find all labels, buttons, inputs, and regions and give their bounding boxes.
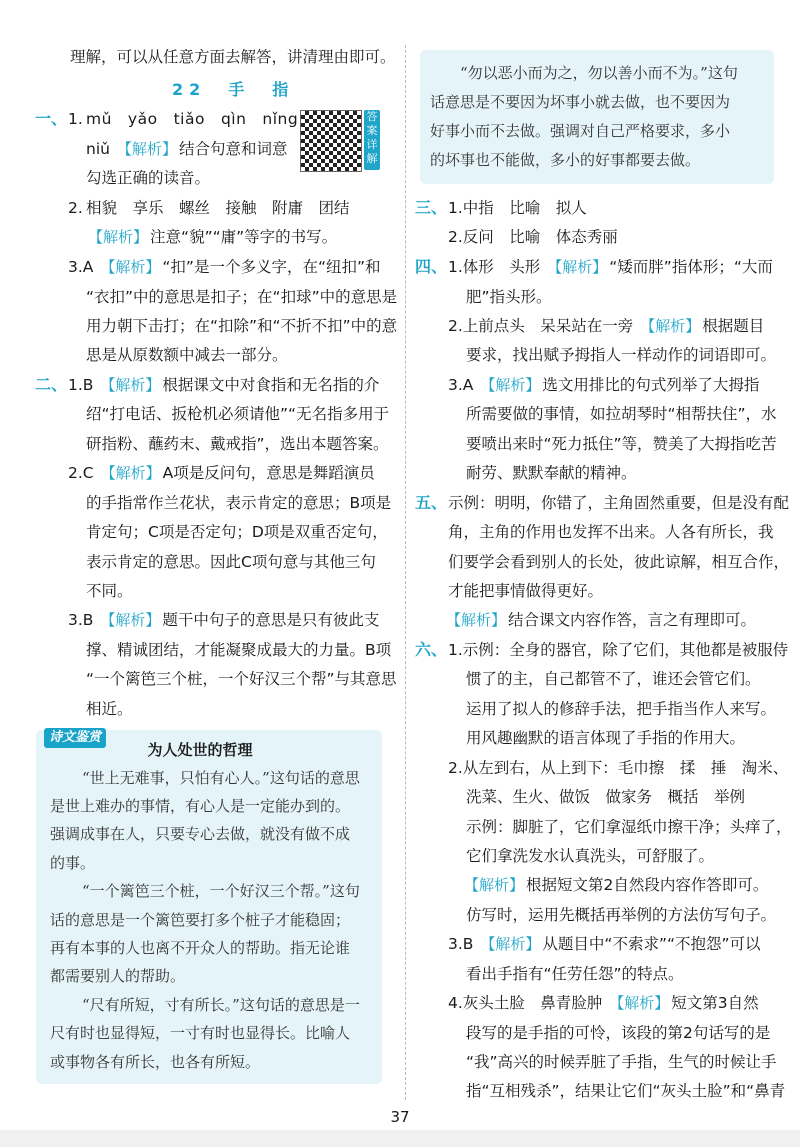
s1-q1-pinyin: mǔ yǎo tiǎo qìn nǐng — [86, 110, 299, 128]
s6-q2-line6: 仿写时，运用先概括再举例的方法仿写句子。 — [466, 906, 777, 924]
appreciation-line-1: “世上无难事，只怕有心人。”这句话的意思 — [82, 769, 360, 787]
appreciation-line-10: 尺有时也显得短，一寸有时也显得长。比喻人 — [50, 1024, 351, 1042]
s4-q1-line2: 肥”指头形。 — [466, 288, 552, 306]
s1-q2-note-line — [86, 226, 337, 248]
s6-q1-line1: 1.示例：全身的器官，除了它们，其他都是被服侍 — [448, 641, 789, 659]
appreciation-badge: 诗文鉴赏 — [44, 728, 106, 748]
s5-line3: 们要学会看到别人的长处，彼此谅解，相互合作， — [448, 553, 790, 571]
lesson-title: 22 手 指 — [172, 80, 295, 99]
appreciation-line-4: 的事。 — [50, 854, 96, 872]
quote-line-4: 的坏事也不能做，多小的好事都要去做。 — [430, 151, 701, 169]
section-1-mark: 一、 — [35, 109, 68, 128]
quote-line-2: 话意思是不要因为坏事小就去做，也不要因为 — [430, 93, 731, 111]
section-4-mark: 四、 — [415, 257, 448, 276]
appreciation-line-11: 或事物各有所长，也各有所短。 — [50, 1053, 261, 1071]
s6-q2-line4: 它们拿洗发水认真洗头，可舒服了。 — [466, 847, 715, 865]
analysis-tag: 【 解析 】 — [444, 610, 508, 630]
s1-q3-answer: A — [82, 258, 94, 276]
quote-line-3: 好事小而不去做。强调对自己严格要求，多小 — [430, 122, 731, 140]
left-top-line: 理解，可以从任意方面去解答，讲清理由即可。 — [70, 48, 396, 66]
s2-q1-line3: 研指粉、蘸药末、戴戒指”，选出本题答案。 — [86, 435, 389, 453]
s4-q1-note: “矮而胖”指体形；“大而 — [609, 258, 773, 276]
section-6-mark: 六、 — [415, 640, 448, 659]
s4-q3-line3: 要喷出来时“死力抵住”等，赞美了大拇指吃苦 — [466, 435, 777, 453]
analysis-tag: 【 解析 】 — [98, 610, 162, 630]
s1-q2-note: 注意“貌”“庸”等字的书写。 — [150, 228, 338, 246]
s2-q1-text-1: 根据课文中对食指和无名指的介 — [162, 376, 380, 394]
s1-q3-line4: 思是从原数额中减去一部分。 — [86, 346, 288, 364]
s5-note-line — [444, 609, 756, 631]
s2-q2-answer: C — [82, 464, 94, 482]
appreciation-line-3: 强调成事在人，只要专心去做，就没有做不成 — [50, 825, 351, 843]
appreciation-line-9: “尺有所短，寸有所长。”这句话的意思是一 — [82, 996, 360, 1014]
analysis-tag: 【 解析 】 — [478, 375, 542, 395]
appreciation-line-5: “一个篱笆三个桩，一个好汉三个帮。”这句 — [82, 882, 360, 900]
analysis-tag: 【 解析 】 — [545, 257, 609, 277]
qr-code-icon[interactable] — [300, 110, 362, 172]
s6-q2-note: 根据短文第2自然段内容作答即可。 — [526, 876, 769, 894]
s2-q2-num: 2. — [68, 464, 83, 482]
s6-q4-line4: 指“互相残杀”，结果让它们“灰头土脸”和“鼻青 — [466, 1082, 786, 1100]
s2-q2-line1 — [68, 462, 375, 484]
s2-q2-line4: 表示肯定的意思。因此C项句意与其他三句 — [86, 553, 376, 571]
s4-q3-line2: 所需要做的事情，如拉胡琴时“相帮扶住”，水 — [466, 405, 777, 423]
analysis-tag: 【 解析 】 — [478, 934, 542, 954]
s2-q2-line3: 肯定句；C项是否定句；D项是双重否定句， — [86, 523, 388, 541]
s6-q1-line2: 惯了的主，自己都管不了，谁还会管它们。 — [466, 670, 761, 688]
s2-q1-line1 — [68, 374, 379, 396]
s5-line2: 角，主角的作用也发挥不出来。人各有所长，我 — [448, 523, 774, 541]
s2-q3-line2: 撑、精诚团结，才能凝聚成最大的力量。B项 — [86, 641, 392, 659]
s4-q2-answer: 2.上前点头 呆呆站在一旁 — [448, 317, 634, 335]
s2-q3-num: 3. — [68, 611, 83, 629]
s6-q4-line2: 段写的是手指的可怜，该段的第2句话写的是 — [466, 1024, 771, 1042]
analysis-tag: 【 解析 】 — [98, 375, 162, 395]
s4-q3-num: 3. — [448, 376, 463, 394]
analysis-tag: 【 解析 】 — [638, 316, 702, 336]
page-number: 37 — [390, 1108, 410, 1126]
s5-note: 结合课文内容作答，言之有理即可。 — [508, 611, 757, 629]
s4-q1-answer: 1.体形 头形 — [448, 258, 541, 276]
analysis-tag: 【 解析 】 — [462, 875, 526, 895]
s2-q3-answer: B — [82, 611, 94, 629]
s6-q3-line1 — [448, 933, 761, 955]
quote-line-1: “勿以恶小而为之，勿以善小而不为。”这句 — [460, 64, 738, 82]
s4-q2-note: 根据题目 — [702, 317, 765, 335]
s6-q3-num: 3. — [448, 935, 463, 953]
appreciation-line-8: 都需要别人的帮助。 — [50, 967, 186, 985]
s4-q3-answer: A — [462, 376, 474, 394]
s1-q1-pinyin-2: niǔ — [86, 140, 110, 158]
analysis-tag: 【 解析 】 — [86, 227, 150, 247]
s2-q2-text-1: A项是反问句，意思是舞蹈演员 — [162, 464, 375, 482]
s1-q1-line3: 勾选正确的读音。 — [86, 169, 211, 187]
s1-q3-line2: “衣扣”中的意思是扣子；在“扣球”中的意思是 — [86, 288, 398, 306]
s4-q2-line1 — [448, 315, 764, 337]
s6-q2-line2: 洗菜、生火、做饭 做家务 概括 举例 — [466, 788, 746, 806]
s4-q3-text-1: 选文用排比的句式列举了大拇指 — [542, 376, 760, 394]
s1-q3-text-1: “扣”是一个多义字，在“纽扣”和 — [162, 258, 381, 276]
s6-q4-note: 短文第3自然 — [671, 994, 759, 1012]
s2-q3-line3: “一个篱笆三个桩，一个好汉三个帮”与其意思 — [86, 670, 397, 688]
s3-q2: 2.反问 比喻 体态秀丽 — [448, 228, 618, 246]
analysis-tag: 【 解析 】 — [98, 257, 162, 277]
s1-q1-line2 — [86, 138, 287, 160]
s1-q3-num: 3. — [68, 258, 83, 276]
s2-q2-line2: 的手指常作兰花状，表示肯定的意思；B项是 — [86, 494, 392, 512]
analysis-tag: 【 解析 】 — [99, 463, 163, 483]
s1-q2-text: 相貌 享乐 螺丝 接触 附庸 团结 — [86, 199, 350, 217]
s6-q4-answer: 4.灰头土脸 鼻青脸肿 — [448, 994, 603, 1012]
s2-q1-answer: B — [82, 376, 94, 394]
s6-q3-answer: B — [462, 935, 474, 953]
s2-q3-text-1: 题干中句子的意思是只有彼此支 — [162, 611, 380, 629]
s6-q2-line1: 2.从左到右，从上到下：毛巾擦 揉 捶 淘米、 — [448, 759, 789, 777]
appreciation-line-2: 是世上难办的事情，有心人是一定能办到的。 — [50, 797, 351, 815]
appreciation-line-7: 再有本事的人也离不开众人的帮助。指无论谁 — [50, 939, 351, 957]
qr-label: 答 案 详 解 — [364, 110, 380, 170]
s5-line4: 才能把事情做得更好。 — [448, 582, 604, 600]
s1-q1-note: 结合句意和词意 — [178, 140, 288, 158]
s2-q2-line5: 不同。 — [86, 582, 133, 600]
s2-q3-line1 — [68, 609, 379, 631]
s6-q2-note-line — [462, 874, 768, 896]
analysis-tag: 【 解析 】 — [115, 139, 179, 159]
s4-q3-line1 — [448, 374, 759, 396]
s2-q1-num: 1. — [68, 376, 83, 394]
s6-q1-line3: 运用了拟人的修辞手法，把手指当作人来写。 — [466, 700, 777, 718]
appreciation-title: 为人处世的哲理 — [147, 741, 253, 759]
s1-q3-line1 — [68, 256, 381, 278]
analysis-tag: 【 解析 】 — [607, 993, 671, 1013]
page-footer-strip — [0, 1130, 800, 1147]
s6-q3-line2: 看出手指有“任劳任怨”的特点。 — [466, 965, 684, 983]
appreciation-line-6: 话的意思是一个篱笆要打多个桩子才能稳固； — [50, 911, 351, 929]
column-divider — [405, 45, 406, 1100]
section-3-mark: 三、 — [415, 198, 448, 217]
s4-q3-line4: 耐劳、默默奉献的精神。 — [466, 464, 637, 482]
s4-q2-line2: 要求，找出赋予拇指人一样动作的词语即可。 — [466, 346, 777, 364]
s4-q1-line1 — [448, 256, 773, 278]
section-5-mark: 五、 — [415, 493, 448, 512]
s5-line1: 示例：明明，你错了，主角固然重要，但是没有配 — [448, 494, 790, 512]
s3-q1: 1.中指 比喻 拟人 — [448, 199, 587, 217]
s2-q1-line2: 绍“打电话、扳枪机必须请他”“无名指多用于 — [86, 405, 390, 423]
s6-q3-text-1: 从题目中“不索求”“不抱怨”可以 — [542, 935, 761, 953]
s1-q2-num: 2. — [68, 199, 83, 217]
s1-q3-line3: 用力朝下击打；在“扣除”和“不折不扣”中的意 — [86, 317, 398, 335]
s2-q3-line4: 相近。 — [86, 700, 133, 718]
s6-q4-line3: “我”高兴的时候弄脏了手指，生气的时候让手 — [466, 1053, 777, 1071]
section-2-mark: 二、 — [35, 375, 68, 394]
s6-q1-line4: 用风趣幽默的语言体现了手指的作用大。 — [466, 729, 746, 747]
s6-q2-line3: 示例：脚脏了，它们拿湿纸巾擦干净；头痒了， — [466, 818, 792, 836]
s6-q4-line1 — [448, 992, 759, 1014]
s1-q1-num: 1. — [68, 110, 83, 128]
